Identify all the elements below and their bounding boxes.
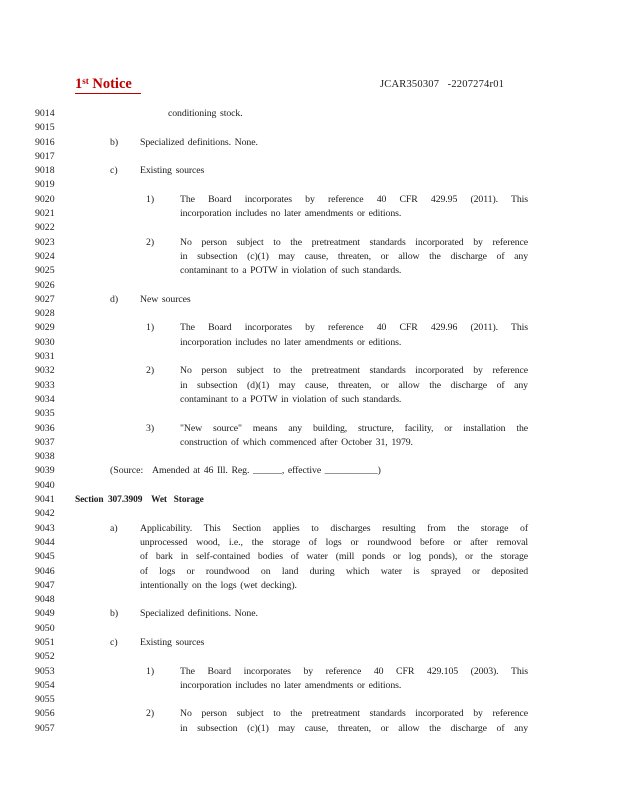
line-number: 9015 [35, 122, 55, 134]
line-number: 9022 [35, 222, 55, 234]
line-number: 9037 [35, 436, 55, 448]
line-number: 9048 [35, 594, 55, 606]
document-line [0, 579, 618, 593]
line-number: 9028 [35, 308, 55, 320]
line-text: construction of which commenced after October 31, 1979. [180, 436, 413, 448]
line-number: 9017 [35, 150, 55, 162]
line-number: 9026 [35, 279, 55, 291]
line-number: 9052 [35, 651, 55, 663]
line-number: 9057 [35, 722, 55, 734]
line-number: 9047 [35, 579, 55, 591]
document-line [0, 536, 618, 550]
line-content [146, 707, 528, 721]
line-text: New sources [140, 293, 191, 305]
outline-label: 1) [146, 322, 155, 334]
document-line [0, 722, 618, 736]
document-line [0, 293, 618, 307]
document-line [0, 679, 618, 693]
outline-label: a) [110, 522, 118, 534]
line-text: Amended at 46 Ill. Reg. ______, effective ___________) [152, 465, 381, 477]
document-line [0, 665, 618, 679]
document-line [0, 193, 618, 207]
line-text: contaminant to a POTW in violation of such standards. [180, 393, 402, 405]
line-text: intentionally on the logs (wet decking). [140, 579, 297, 591]
document-line [0, 350, 618, 364]
line-number: 9033 [35, 379, 55, 391]
document-line [0, 178, 618, 192]
document-line [0, 393, 618, 407]
line-number: 9034 [35, 393, 55, 405]
line-number: 9050 [35, 622, 55, 634]
line-text: incorporation includes no later amendments or editions. [180, 336, 402, 348]
document-line [0, 336, 618, 350]
line-number: 9030 [35, 336, 55, 348]
line-content [146, 422, 528, 436]
document-body [0, 107, 618, 736]
document-line [0, 493, 618, 507]
line-content [180, 393, 528, 407]
line-number: 9019 [35, 179, 55, 191]
line-number: 9055 [35, 694, 55, 706]
outline-label: 3) [146, 422, 155, 434]
notice-ordinal: st [82, 76, 89, 86]
line-number: 9014 [35, 108, 55, 119]
line-content [110, 636, 528, 650]
line-text: conditioning stock. [168, 108, 243, 119]
document-line [0, 221, 618, 235]
line-number: 9032 [35, 365, 55, 377]
document-line [0, 136, 618, 150]
line-text: Applicability. This Section applies to discharges resulting from the storage of [140, 522, 528, 534]
line-content [180, 250, 528, 264]
line-number: 9043 [35, 522, 55, 534]
line-number: 9054 [35, 679, 55, 691]
document-line [0, 593, 618, 607]
document-line [0, 236, 618, 250]
line-number: 9031 [35, 351, 55, 363]
line-content [110, 464, 528, 478]
line-text: Existing sources [140, 636, 205, 648]
outline-label: 1) [146, 193, 155, 205]
line-text: incorporation includes no later amendments or editions. [180, 208, 402, 220]
document-line [0, 150, 618, 164]
line-number: 9027 [35, 293, 55, 305]
outline-label: 1) [146, 665, 155, 677]
document-line [0, 207, 618, 221]
line-content [146, 364, 528, 378]
line-text: in subsection (c)(1) may cause, threaten, or allow the discharge of any [180, 722, 528, 734]
line-text: of logs or roundwood on land during which water is sprayed or deposited [140, 565, 528, 577]
document-line [0, 565, 618, 579]
line-content [140, 536, 528, 550]
line-text: unprocessed wood, i.e., the storage of logs or roundwood before or after removal [140, 536, 528, 548]
document-line [0, 264, 618, 278]
document-line [0, 379, 618, 393]
document-line [0, 450, 618, 464]
document-line [0, 422, 618, 436]
line-number: 9041 [35, 494, 55, 506]
line-content [180, 264, 528, 278]
line-text: of bark in self-contained bodies of water (mill ponds or log ponds), or the storage [140, 551, 528, 563]
document-line [0, 364, 618, 378]
first-notice-underlined-text [75, 77, 141, 94]
line-number: 9021 [35, 208, 55, 220]
outline-label: b) [110, 608, 119, 620]
line-number: 9044 [35, 536, 55, 548]
line-text: incorporation includes no later amendments or editions. [180, 679, 402, 691]
line-content [146, 236, 528, 250]
line-text: in subsection (d)(1) may cause, threaten, or allow the discharge of any [180, 379, 528, 391]
line-number: 9053 [35, 665, 55, 677]
line-text: in subsection (c)(1) may cause, threaten, or allow the discharge of any [180, 250, 528, 262]
line-content [146, 321, 528, 335]
document-line [0, 479, 618, 493]
outline-label: c) [110, 165, 118, 177]
outline-label: 2) [146, 708, 155, 720]
document-line [0, 636, 618, 650]
line-number: 9042 [35, 508, 55, 520]
line-content [140, 565, 528, 579]
line-number: 9045 [35, 551, 55, 563]
line-number: 9051 [35, 636, 55, 648]
line-content [168, 107, 528, 121]
line-number: 9018 [35, 165, 55, 177]
line-content [110, 522, 528, 536]
document-line [0, 307, 618, 321]
outline-label: 2) [146, 236, 155, 248]
line-text: contaminant to a POTW in violation of such standards. [180, 265, 402, 277]
line-number: 9035 [35, 408, 55, 420]
line-content [146, 193, 528, 207]
line-number: 9039 [35, 465, 55, 477]
line-content [180, 436, 528, 450]
line-number: 9036 [35, 422, 55, 434]
line-number: 9023 [35, 236, 55, 248]
line-text: The Board incorporates by reference 40 CFR 429.105 (2003). This [180, 665, 528, 677]
line-text: Existing sources [140, 165, 205, 177]
outline-label: d) [110, 293, 119, 305]
document-line [0, 522, 618, 536]
line-content [110, 607, 528, 621]
section-heading-text: Section 307.3909 Wet Storage [75, 495, 204, 506]
document-line [0, 321, 618, 335]
line-text: "New source" means any building, structure, facility, or installation the [180, 422, 528, 434]
line-content [180, 679, 528, 693]
notice-word: Notice [92, 76, 132, 92]
line-text: No person subject to the pretreatment standards incorporated by reference [180, 708, 528, 720]
document-line [0, 407, 618, 421]
document-line [0, 550, 618, 564]
line-text: The Board incorporates by reference 40 CFR 429.95 (2011). This [180, 193, 528, 205]
line-text: Specialized definitions. None. [140, 608, 258, 620]
document-line [0, 436, 618, 450]
line-content [75, 493, 528, 507]
document-line [0, 622, 618, 636]
document-line [0, 507, 618, 521]
notice-number: 1 [75, 76, 83, 92]
line-content [110, 293, 528, 307]
document-line [0, 464, 618, 478]
document-line [0, 250, 618, 264]
outline-label: b) [110, 136, 119, 148]
line-number: 9025 [35, 265, 55, 277]
line-text: Specialized definitions. None. [140, 136, 258, 148]
line-number: 9038 [35, 451, 55, 463]
line-content [180, 722, 528, 736]
line-text: No person subject to the pretreatment standards incorporated by reference [180, 365, 528, 377]
first-notice-heading [75, 76, 141, 94]
line-content [110, 164, 528, 178]
line-number: 9016 [35, 136, 55, 148]
line-text: No person subject to the pretreatment standards incorporated by reference [180, 236, 528, 248]
line-content [140, 550, 528, 564]
document-line [0, 279, 618, 293]
line-content [180, 379, 528, 393]
outline-label: 2) [146, 365, 155, 377]
outline-label: (Source: [110, 465, 144, 477]
line-content [140, 579, 528, 593]
outline-label: c) [110, 636, 118, 648]
line-content [110, 136, 528, 150]
document-line [0, 693, 618, 707]
line-number: 9020 [35, 193, 55, 205]
document-line [0, 164, 618, 178]
line-number: 9046 [35, 565, 55, 577]
line-text: The Board incorporates by reference 40 CFR 429.96 (2011). This [180, 322, 528, 334]
document-line [0, 707, 618, 721]
line-content [180, 336, 528, 350]
jcar-document-reference: JCAR350307 -2207274r01 [380, 79, 505, 90]
line-content [180, 207, 528, 221]
line-content [146, 665, 528, 679]
document-line [0, 650, 618, 664]
document-line [0, 121, 618, 135]
line-number: 9049 [35, 608, 55, 620]
line-number: 9029 [35, 322, 55, 334]
document-line [0, 607, 618, 621]
line-number: 9040 [35, 479, 55, 491]
line-number: 9056 [35, 708, 55, 720]
line-number: 9024 [35, 250, 55, 262]
document-line [0, 107, 618, 121]
